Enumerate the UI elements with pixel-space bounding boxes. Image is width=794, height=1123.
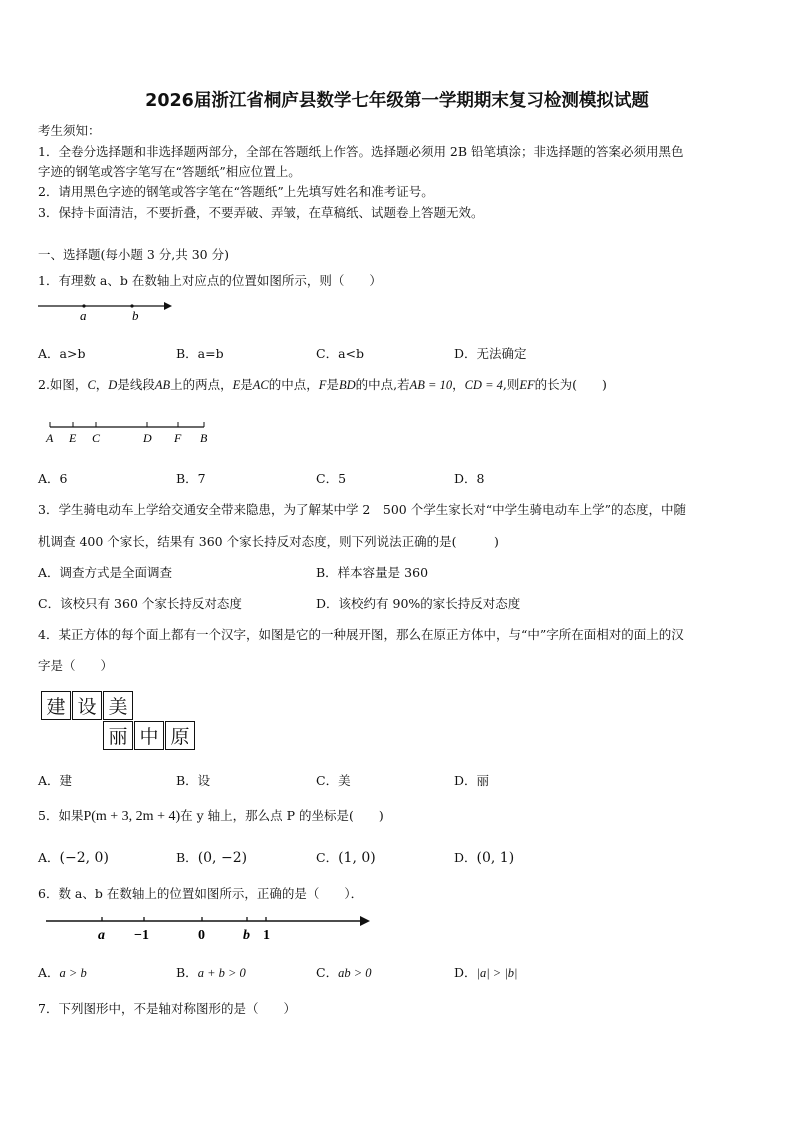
q7-stem: 7．下列图形中，不是轴对称图形的是（ ） <box>38 1001 296 1016</box>
q1-label-a: a <box>80 308 87 323</box>
q2-label-a: A <box>46 431 54 445</box>
q3-option-d[interactable]: D．该校约有 90%的家长持反对态度 <box>316 596 521 611</box>
q5-option-c[interactable]: C．(1, 0) <box>316 850 376 866</box>
q5-stem: 5．如果P(m + 3, 2m + 4)在 y 轴上，那么点 P 的坐标是( ) <box>38 808 384 824</box>
q2-segment-figure <box>40 416 220 448</box>
q4-option-d[interactable]: D．丽 <box>454 773 490 788</box>
section-heading: 一、选择题(每小题 3 分,共 30 分) <box>38 247 229 262</box>
notice-item-3: 3．保持卡面清洁，不要折叠，不要弄破、弄皱，在草稿纸、试题卷上答题无效。 <box>38 205 484 220</box>
q2-label-b: B <box>200 431 208 445</box>
q6-number-line <box>44 912 374 944</box>
cube-face-she: 设 <box>72 691 102 720</box>
q1-option-d[interactable]: D．无法确定 <box>454 346 527 361</box>
q3-option-b[interactable]: B．样本容量是 360 <box>316 565 429 580</box>
q2-option-a[interactable]: A．6 <box>38 471 68 486</box>
q4-stem-line2: 字是（ ） <box>38 658 114 673</box>
q4-option-c[interactable]: C．美 <box>316 773 351 788</box>
q5-point: P(m + 3, 2m + 4) <box>83 809 181 824</box>
cube-face-mei: 美 <box>103 691 133 720</box>
q6-label-a: a <box>98 928 105 943</box>
q1-number-line <box>36 298 176 324</box>
page-title: 2026届浙江省桐庐县数学七年级第一学期期末复习检测模拟试题 <box>145 91 649 111</box>
cube-face-jian: 建 <box>41 691 71 720</box>
q5-option-d[interactable]: D．(0, 1) <box>454 850 515 866</box>
notice-item-1: 1．全卷分选择题和非选择题两部分，全部在答题纸上作答。选择题必须用 2B 铅笔填涂；非选择题的答案必须用黑色 <box>38 144 684 159</box>
q3-option-a[interactable]: A．调查方式是全面调查 <box>38 565 173 580</box>
q1-option-b[interactable]: B．a=b <box>176 346 224 361</box>
q6-label-b: b <box>243 928 250 943</box>
q4-option-a[interactable]: A．建 <box>38 773 73 788</box>
q1-stem: 1．有理数 a、b 在数轴上对应点的位置如图所示，则（ ） <box>38 273 382 288</box>
q6-label-0: 0 <box>198 928 205 943</box>
q4-stem-line1: 4．某正方体的每个面上都有一个汉字，如图是它的一种展开图，那么在原正方体中，与“中”字所在面相对的面上的汉 <box>38 627 684 642</box>
q6-option-c[interactable]: C．ab > 0 <box>316 965 372 980</box>
q6-stem: 6．数 a、b 在数轴上的位置如图所示，正确的是（ ）． <box>38 886 364 901</box>
q2-label-c: C <box>92 431 101 445</box>
q2-stem: 2.如图，C，D是线段AB上的两点，E是AC的中点，F是BD的中点,若AB = 10，CD = 4,则EF的长为( ) <box>38 377 607 392</box>
q3-stem-line2: 机调查 400 个家长，结果有 360 个家长持反对态度，则下列说法正确的是( ) <box>38 534 499 549</box>
q6-option-b[interactable]: B．a + b > 0 <box>176 965 246 980</box>
q2-label-e: E <box>69 431 77 445</box>
q6-label-1: 1 <box>263 928 270 943</box>
q2-label-f: F <box>174 431 182 445</box>
q3-option-c[interactable]: C．该校只有 360 个家长持反对态度 <box>38 596 242 611</box>
q1-label-b: b <box>132 308 139 323</box>
q2-option-d[interactable]: D．8 <box>454 471 485 486</box>
q5-option-a[interactable]: A．(−2, 0) <box>38 850 109 866</box>
cube-face-yuan: 原 <box>165 721 195 750</box>
q2-label-d: D <box>143 431 152 445</box>
notice-heading: 考生须知： <box>38 123 101 138</box>
notice-item-1-cont: 字迹的钢笔或答字笔写在“答题纸”相应位置上。 <box>38 164 301 179</box>
q4-cube-net <box>41 691 201 753</box>
q2-option-c[interactable]: C．5 <box>316 471 347 486</box>
q6-option-a[interactable]: A．a > b <box>38 965 87 980</box>
q4-option-b[interactable]: B．设 <box>176 773 211 788</box>
q1-option-a[interactable]: A．a>b <box>38 346 86 361</box>
q6-label-neg1: −1 <box>134 928 149 943</box>
q1-option-c[interactable]: C．a<b <box>316 346 364 361</box>
q3-stem-line1: 3．学生骑电动车上学给交通安全带来隐患，为了解某中学 2 500 个学生家长对“中学生骑电动车上学”的态度，中随 <box>38 502 686 517</box>
q2-option-b[interactable]: B．7 <box>176 471 206 486</box>
notice-item-2: 2．请用黑色字迹的钢笔或答字笔在“答题纸”上先填写姓名和准考证号。 <box>38 184 434 199</box>
cube-face-li: 丽 <box>103 721 133 750</box>
cube-face-zhong: 中 <box>134 721 164 750</box>
q5-option-b[interactable]: B．(0, −2) <box>176 850 248 866</box>
q6-option-d[interactable]: D．|a| > |b| <box>454 965 518 980</box>
